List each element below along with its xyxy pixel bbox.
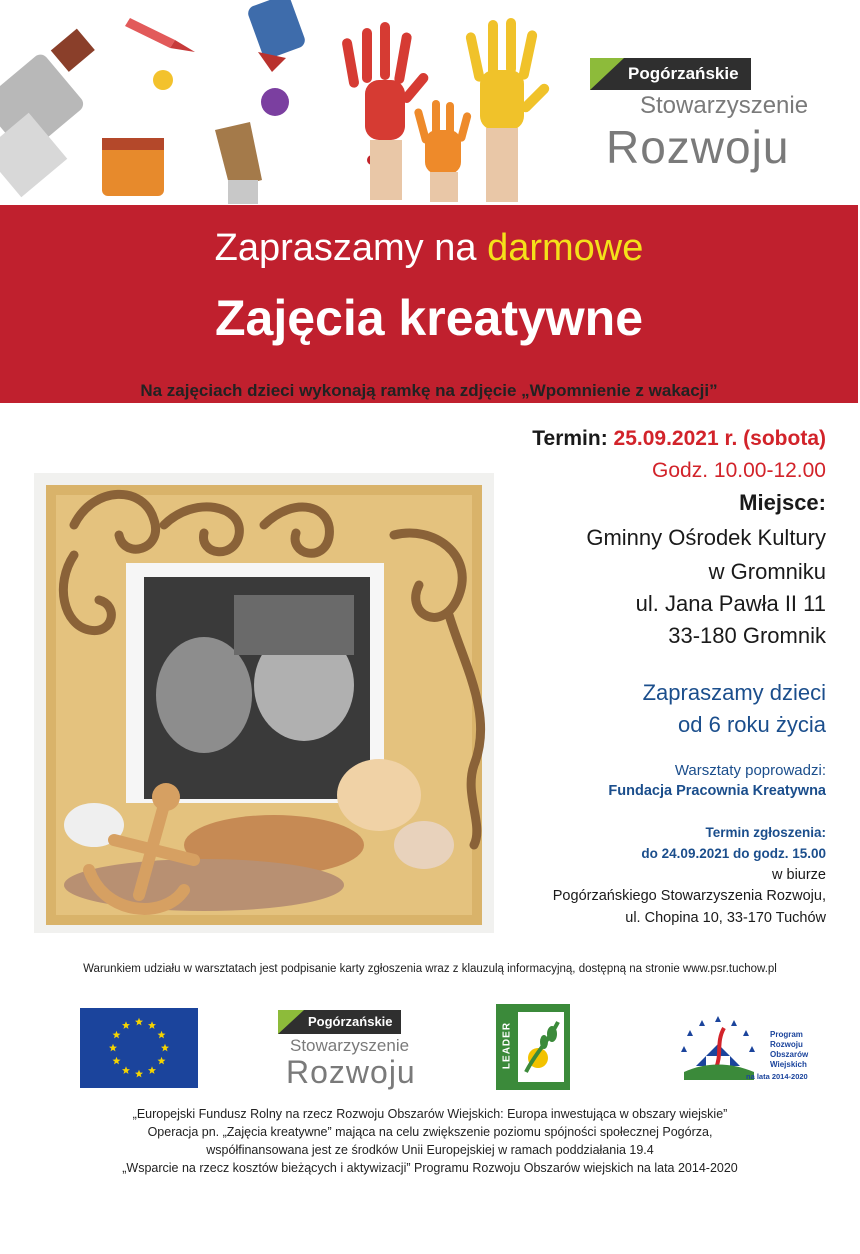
paint-drop-purple-icon [261,88,289,116]
prow-line1: Program [770,1030,803,1039]
termin-label: Termin: [532,427,608,450]
logo-bottom-green-triangle [278,1010,304,1034]
blue-paint-tube-icon [246,0,307,60]
place-line3: ul. Jana Pawła II 11 [635,591,826,616]
leader-text: LEADER [501,1021,513,1070]
prow-logo [676,1004,826,1090]
header-line1 [0,227,858,270]
leader-plant-icon [518,1012,564,1082]
footer-line3: współfinansowana jest ze środków Unii Europejskiej w ramach poddziałania 19.4 [206,1143,654,1157]
paint-tube-icon [0,29,95,198]
place-line4: 33-180 Gromnik [668,623,826,648]
logo-bottom-line2: Stowarzyszenie [290,1036,410,1055]
crayon-icon [125,18,175,48]
logo-line3: Rozwoju [606,121,790,173]
leader-logo [496,1004,570,1090]
place-line1: Gminny Ośrodek Kultury [586,525,826,550]
logo-line1: Pogórzańskie [628,64,739,83]
header-line1-prefix: Zapraszamy na [214,227,488,269]
deadline-label: Termin zgłoszenia: [705,825,826,840]
prow-line5: na lata 2014-2020 [746,1072,808,1081]
office-line2: Pogórzańskiego Stowarzyszenia Rozwoju, [552,888,826,904]
miejsce-label: Miejsce: [739,490,826,515]
godz-text: Godz. 10.00-12.00 [652,459,826,482]
paint-drop-yellow-icon [153,70,173,90]
prow-line2: Rozwoju [770,1040,803,1049]
place-line2: w Gromniku [708,559,826,584]
deadline-value: do 24.09.2021 do godz. 15.00 [641,846,826,861]
logo-bottom-line3: Rozwoju [286,1054,416,1090]
intro-text: Na zajęciach dzieci wykonają ramkę na zdjęcie „Wpomnienie z wakacji” [140,381,718,400]
lead-name: Fundacja Pracownia Kreatywna [608,783,826,799]
prow-line4: Wiejskich [770,1060,807,1069]
prow-line3: Obszarów [770,1050,809,1059]
orange-hand-icon [413,100,472,174]
yellow-hand-icon [465,18,551,130]
termin-line [532,427,826,451]
invite-line2: od 6 roku życia [678,712,826,737]
logo-green-triangle [590,58,624,90]
office-line1: w biurze [772,867,826,883]
psr-logo-top [590,58,820,178]
footer-line1: „Europejski Fundusz Rolny na rzecz Rozwoju Obszarów Wiejskich: Europa inwestująca w obszary wiejskie” [132,1107,728,1121]
logo-line2: Stowarzyszenie [640,92,809,119]
header-title: Zajęcia kreatywne [214,290,644,346]
photo-frame-image [34,465,506,937]
office-line3: ul. Chopina 10, 33-170 Tuchów [625,910,826,926]
eu-flag-icon [80,1008,198,1088]
lead-label: Warsztaty poprowadzi: [674,762,826,779]
termin-date: 25.09.2021 r. (sobota) [613,427,826,450]
footer-text [0,1105,860,1177]
logo-bottom-line1: Pogórzańskie [308,1014,393,1029]
disclaimer-text: Warunkiem udziału w warsztatach jest podpisanie karty zgłoszenia wraz z klauzulą informacyjną, dostępną na stronie www.psr.tuchow.pl [83,963,777,975]
header-line1-highlight: darmowe [487,227,644,269]
psr-logo-bottom [278,1010,438,1094]
footer-line4: „Wsparcie na rzecz kosztów bieżących i aktywizacji” Programu Rozwoju Obszarów wiejskich na lata 2014-2020 [122,1161,738,1175]
watercolor-art-illustration [0,0,600,205]
header-band [0,205,858,403]
footer-line2: Operacja pn. „Zajęcia kreatywne” mająca na celu zwiększenie poziomu spójności społecznej Pogórza, [147,1125,713,1139]
invite-line1: Zapraszamy dzieci [642,680,826,705]
paint-brush-icon [215,122,262,188]
